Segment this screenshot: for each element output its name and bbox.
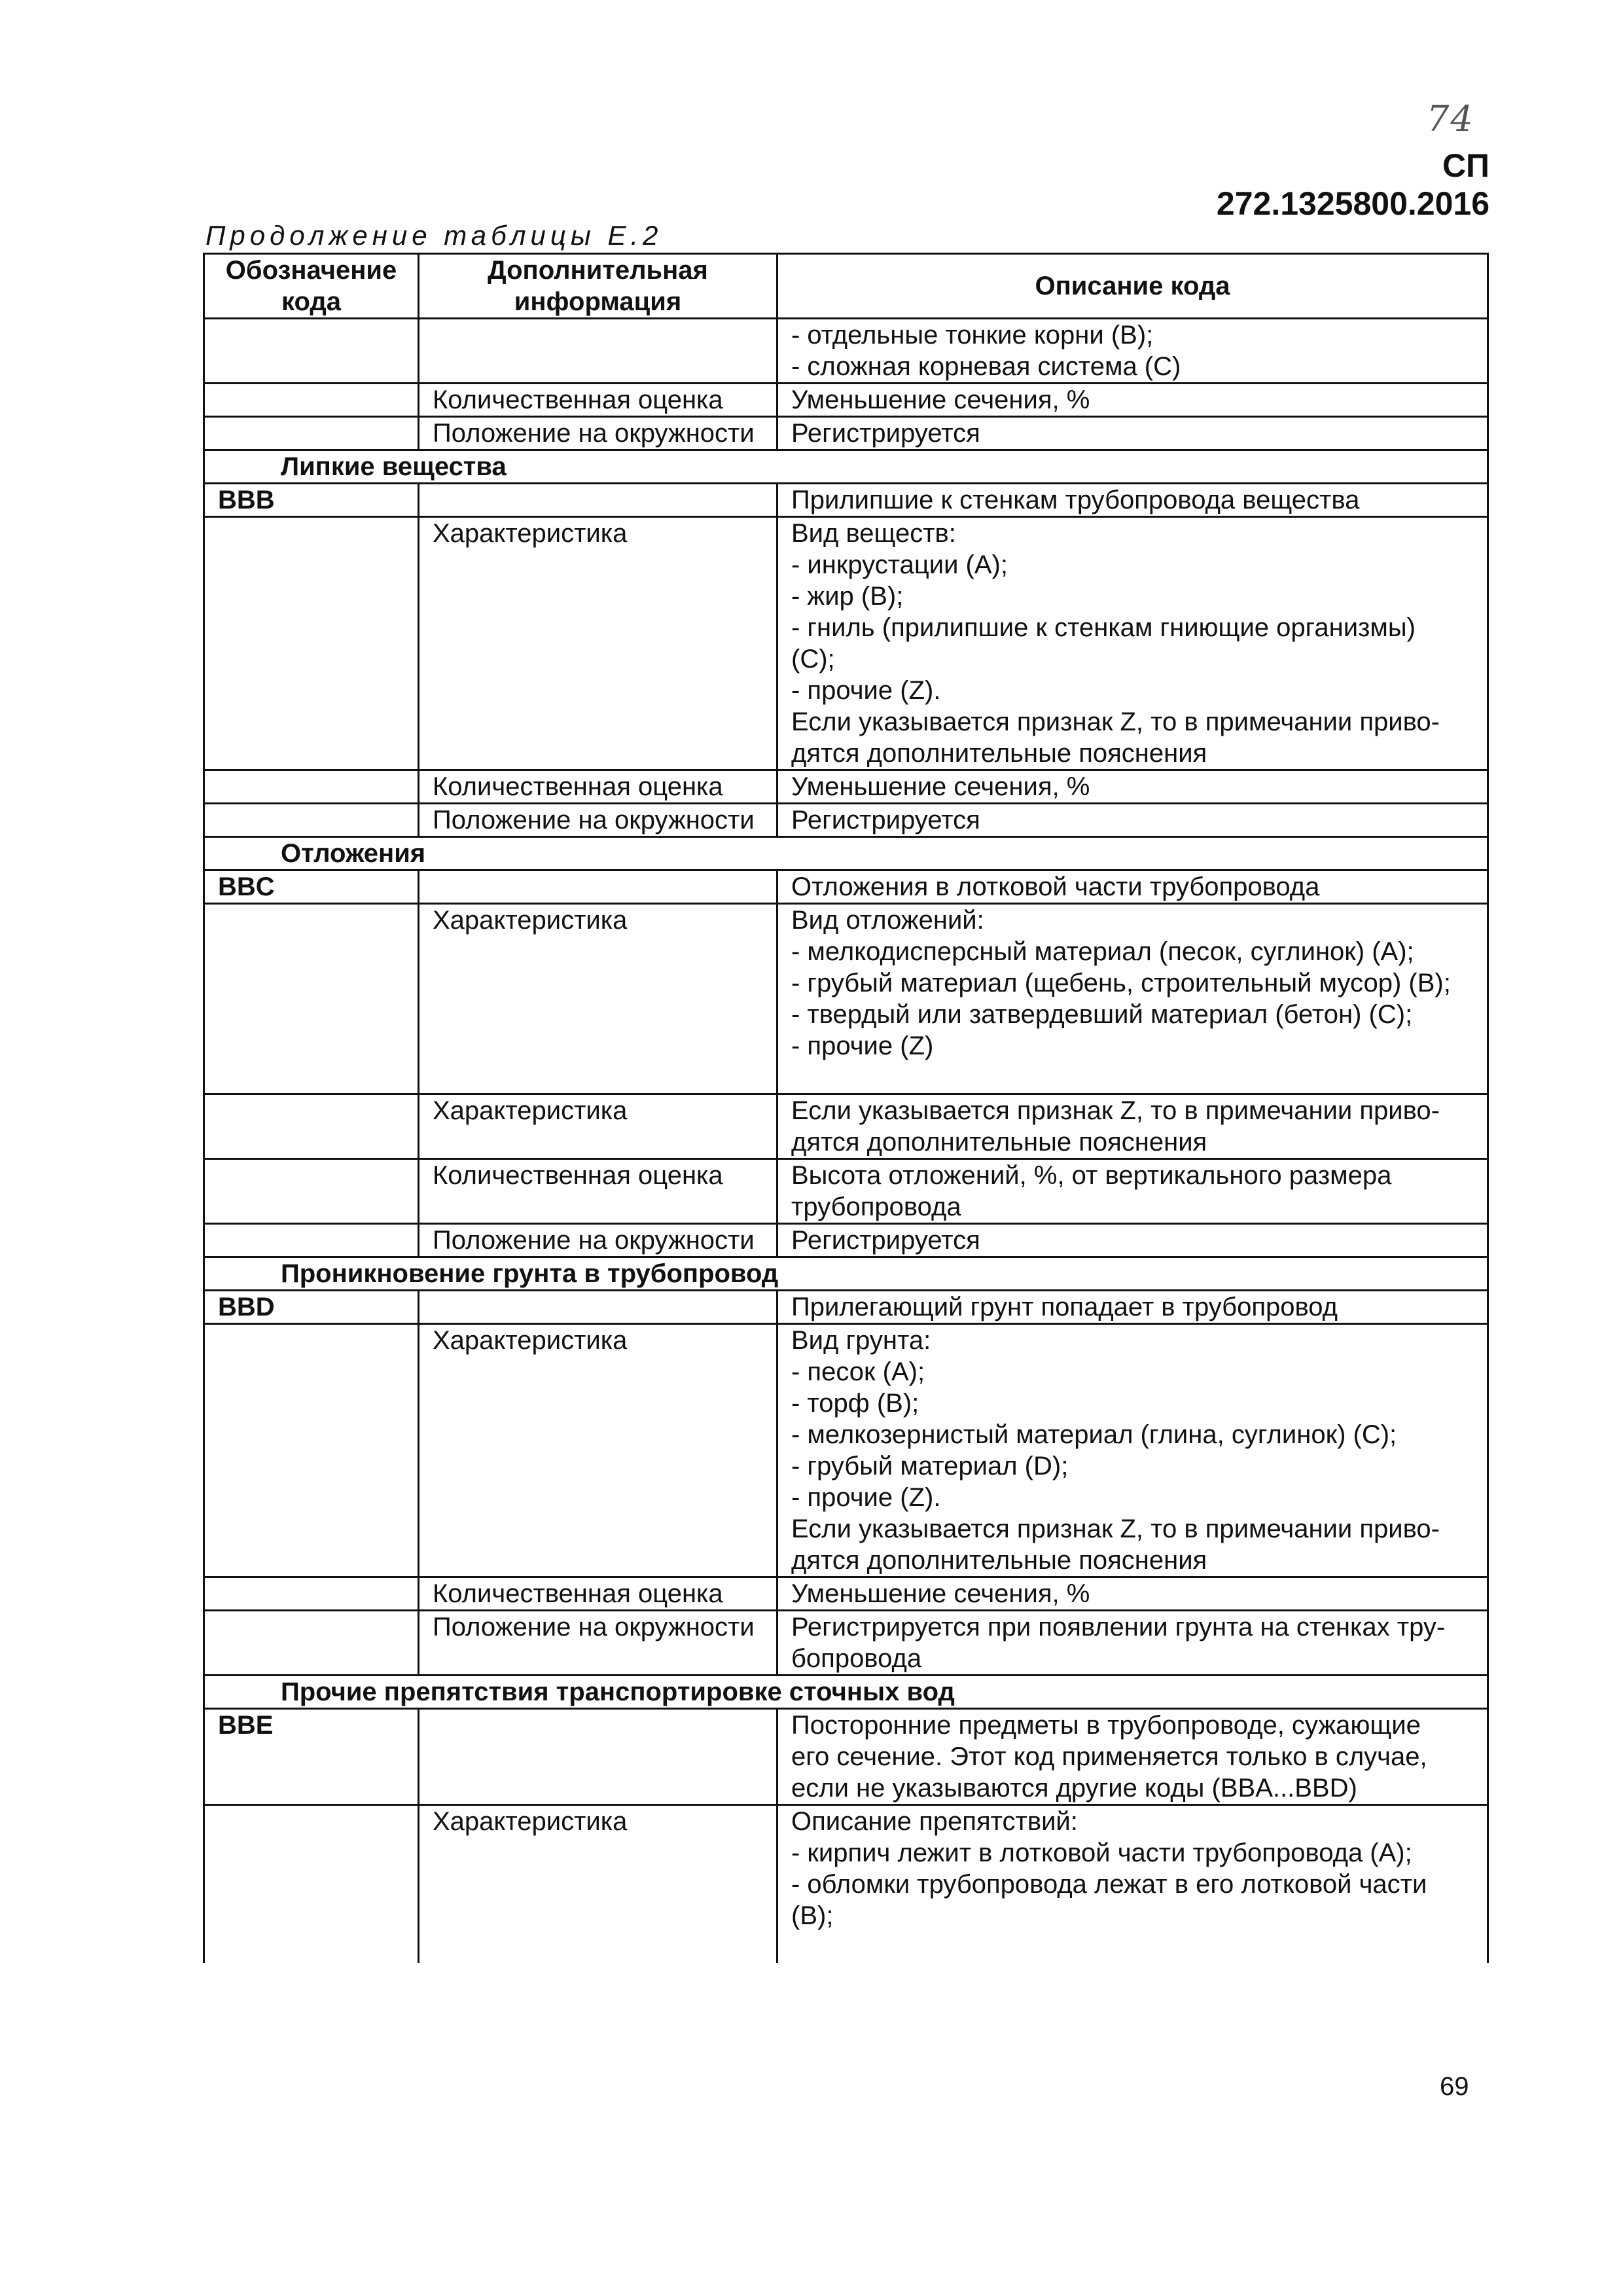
cell-info: Характеристика	[419, 517, 777, 770]
section-row	[204, 450, 1488, 484]
table-header-row	[204, 254, 1488, 319]
description-line: если не указываются другие коды (BBA...BBD)	[791, 1774, 1357, 1803]
table-row	[204, 1094, 1488, 1159]
table-row	[204, 1577, 1488, 1611]
cell-description	[777, 1577, 1488, 1611]
cell-description	[777, 484, 1488, 517]
description-line: Регистрируется	[791, 1226, 980, 1255]
table-row	[204, 417, 1488, 450]
cell-description	[777, 517, 1488, 770]
description-line: - кирпич лежит в лотковой части трубопровода (А);	[791, 1839, 1412, 1867]
cell-info: Характеристика	[419, 904, 777, 1094]
description-line: Уменьшение сечения, %	[791, 386, 1090, 414]
description-line: Если указывается признак Z, то в примечании приво-	[791, 708, 1440, 736]
page-number: 69	[1440, 2072, 1469, 2101]
description-line: Вид веществ:	[791, 519, 956, 548]
description-line: Уменьшение сечения, %	[791, 1579, 1090, 1608]
table-row	[204, 484, 1488, 517]
description-line: - прочие (Z).	[791, 676, 941, 705]
description-line: (С);	[791, 645, 835, 673]
description-line: Уменьшение сечения, %	[791, 772, 1090, 801]
cell-info	[419, 1709, 777, 1805]
description-line	[791, 1931, 1479, 1963]
cell-info: Количественная оценка	[419, 384, 777, 417]
cell-description	[777, 319, 1488, 384]
cell-code	[204, 770, 419, 804]
table-row	[204, 517, 1488, 770]
table-row	[204, 870, 1488, 904]
table-row	[204, 804, 1488, 837]
cell-description	[777, 1291, 1488, 1324]
cell-code	[204, 1611, 419, 1676]
description-line: Регистрируется	[791, 806, 980, 834]
cell-code	[204, 1094, 419, 1159]
description-line: - мелкодисперсный материал (песок, суглинок) (А);	[791, 937, 1414, 966]
description-line: - песок (А);	[791, 1357, 925, 1386]
description-line: - обломки трубопровода лежат в его лотковой части	[791, 1870, 1427, 1899]
cell-info	[419, 319, 777, 384]
cell-description	[777, 1611, 1488, 1676]
description-line	[791, 1062, 1479, 1093]
section-title: Прочие препятствия транспортировке сточных вод	[204, 1676, 1488, 1709]
section-row	[204, 1676, 1488, 1709]
cell-info: Характеристика	[419, 1324, 777, 1577]
cell-description	[777, 870, 1488, 904]
cell-code	[204, 417, 419, 450]
cell-code	[204, 319, 419, 384]
description-line: - твердый или затвердевший материал (бетон) (С);	[791, 1000, 1413, 1029]
cell-code	[204, 1159, 419, 1224]
description-line: - прочие (Z).	[791, 1483, 941, 1512]
description-line: дятся дополнительные пояснения	[791, 1546, 1207, 1575]
description-line: - отдельные тонкие корни (В);	[791, 321, 1154, 350]
description-line: трубопровода	[791, 1193, 961, 1221]
description-line: Прилегающий грунт попадает в трубопровод	[791, 1293, 1338, 1321]
codes-table	[203, 253, 1489, 1963]
description-line: - прочие (Z)	[791, 1031, 934, 1060]
cell-code	[204, 384, 419, 417]
table-row	[204, 1159, 1488, 1224]
cell-code	[204, 804, 419, 837]
header-desc: Описание кода	[777, 254, 1488, 319]
cell-description	[777, 384, 1488, 417]
description-line: Вид отложений:	[791, 906, 984, 935]
cell-info: Положение на окружности	[419, 1224, 777, 1257]
cell-info	[419, 870, 777, 904]
description-line: дятся дополнительные пояснения	[791, 1128, 1207, 1157]
description-line: Посторонние предметы в трубопроводе, сужающие	[791, 1711, 1421, 1740]
cell-info: Количественная оценка	[419, 1159, 777, 1224]
cell-description	[777, 1094, 1488, 1159]
cell-code: BBC	[204, 870, 419, 904]
description-line: Описание препятствий:	[791, 1807, 1078, 1836]
description-line: Отложения в лотковой части трубопровода	[791, 872, 1320, 901]
cell-info: Положение на окружности	[419, 1611, 777, 1676]
description-line: - грубый материал (щебень, строительный мусор) (В);	[791, 969, 1451, 997]
cell-description	[777, 1324, 1488, 1577]
description-line: - гниль (прилипшие к стенкам гниющие организмы)	[791, 613, 1416, 642]
section-row	[204, 837, 1488, 870]
table-body	[204, 319, 1488, 1964]
description-line: - мелкозернистый материал (глина, суглинок) (С);	[791, 1420, 1397, 1449]
table-row	[204, 1805, 1488, 1964]
table-row	[204, 1224, 1488, 1257]
table-row	[204, 384, 1488, 417]
section-title: Проникновение грунта в трубопровод	[204, 1257, 1488, 1291]
cell-code: BBB	[204, 484, 419, 517]
document-code: СП 272.1325800.2016	[1216, 147, 1489, 222]
section-title: Отложения	[204, 837, 1488, 870]
description-line: - грубый материал (D);	[791, 1452, 1069, 1480]
cell-info: Количественная оценка	[419, 770, 777, 804]
cell-info	[419, 484, 777, 517]
cell-info: Характеристика	[419, 1094, 777, 1159]
cell-description	[777, 1805, 1488, 1964]
table-row	[204, 1611, 1488, 1676]
cell-description	[777, 904, 1488, 1094]
header-code: Обозначение кода	[204, 254, 419, 319]
description-line: Высота отложений, %, от вертикального размера	[791, 1161, 1392, 1190]
cell-description	[777, 1224, 1488, 1257]
table-row	[204, 319, 1488, 384]
cell-info	[419, 1291, 777, 1324]
description-line: (В);	[791, 1901, 834, 1930]
cell-description	[777, 417, 1488, 450]
table-row	[204, 1324, 1488, 1577]
table-row	[204, 904, 1488, 1094]
description-line: - сложная корневая система (С)	[791, 352, 1181, 381]
cell-code	[204, 517, 419, 770]
description-line: Если указывается признак Z, то в примечании приво-	[791, 1515, 1440, 1543]
description-line: Вид грунта:	[791, 1326, 931, 1355]
description-line: Прилипшие к стенкам трубопровода вещества	[791, 486, 1360, 514]
cell-code: BBD	[204, 1291, 419, 1324]
table-caption: Продолжение таблицы Е.2	[205, 220, 663, 251]
cell-code	[204, 1805, 419, 1964]
table-row	[204, 770, 1488, 804]
cell-code	[204, 1224, 419, 1257]
description-line: - жир (В);	[791, 582, 904, 611]
table-row	[204, 1291, 1488, 1324]
description-line: - торф (В);	[791, 1389, 919, 1418]
description-line: бопровода	[791, 1644, 922, 1673]
cell-code	[204, 904, 419, 1094]
cell-description	[777, 770, 1488, 804]
description-line: Если указывается признак Z, то в примечании приво-	[791, 1096, 1440, 1125]
description-line: его сечение. Этот код применяется только в случае,	[791, 1742, 1427, 1771]
cell-info: Характеристика	[419, 1805, 777, 1964]
cell-code	[204, 1577, 419, 1611]
description-line: Регистрируется	[791, 419, 980, 448]
table-row	[204, 1709, 1488, 1805]
cell-info: Положение на окружности	[419, 417, 777, 450]
cell-description	[777, 804, 1488, 837]
header-info: Дополнительная информация	[419, 254, 777, 319]
cell-code	[204, 1324, 419, 1577]
section-title: Липкие вещества	[204, 450, 1488, 484]
cell-description	[777, 1159, 1488, 1224]
description-line: дятся дополнительные пояснения	[791, 739, 1207, 768]
cell-info: Количественная оценка	[419, 1577, 777, 1611]
cell-description	[777, 1709, 1488, 1805]
description-line: - инкрустации (А);	[791, 550, 1008, 579]
handwritten-page-mark: 74	[1427, 98, 1474, 139]
description-line: Регистрируется при появлении грунта на стенках тру-	[791, 1613, 1446, 1641]
cell-info: Положение на окружности	[419, 804, 777, 837]
cell-code: BBE	[204, 1709, 419, 1805]
section-row	[204, 1257, 1488, 1291]
